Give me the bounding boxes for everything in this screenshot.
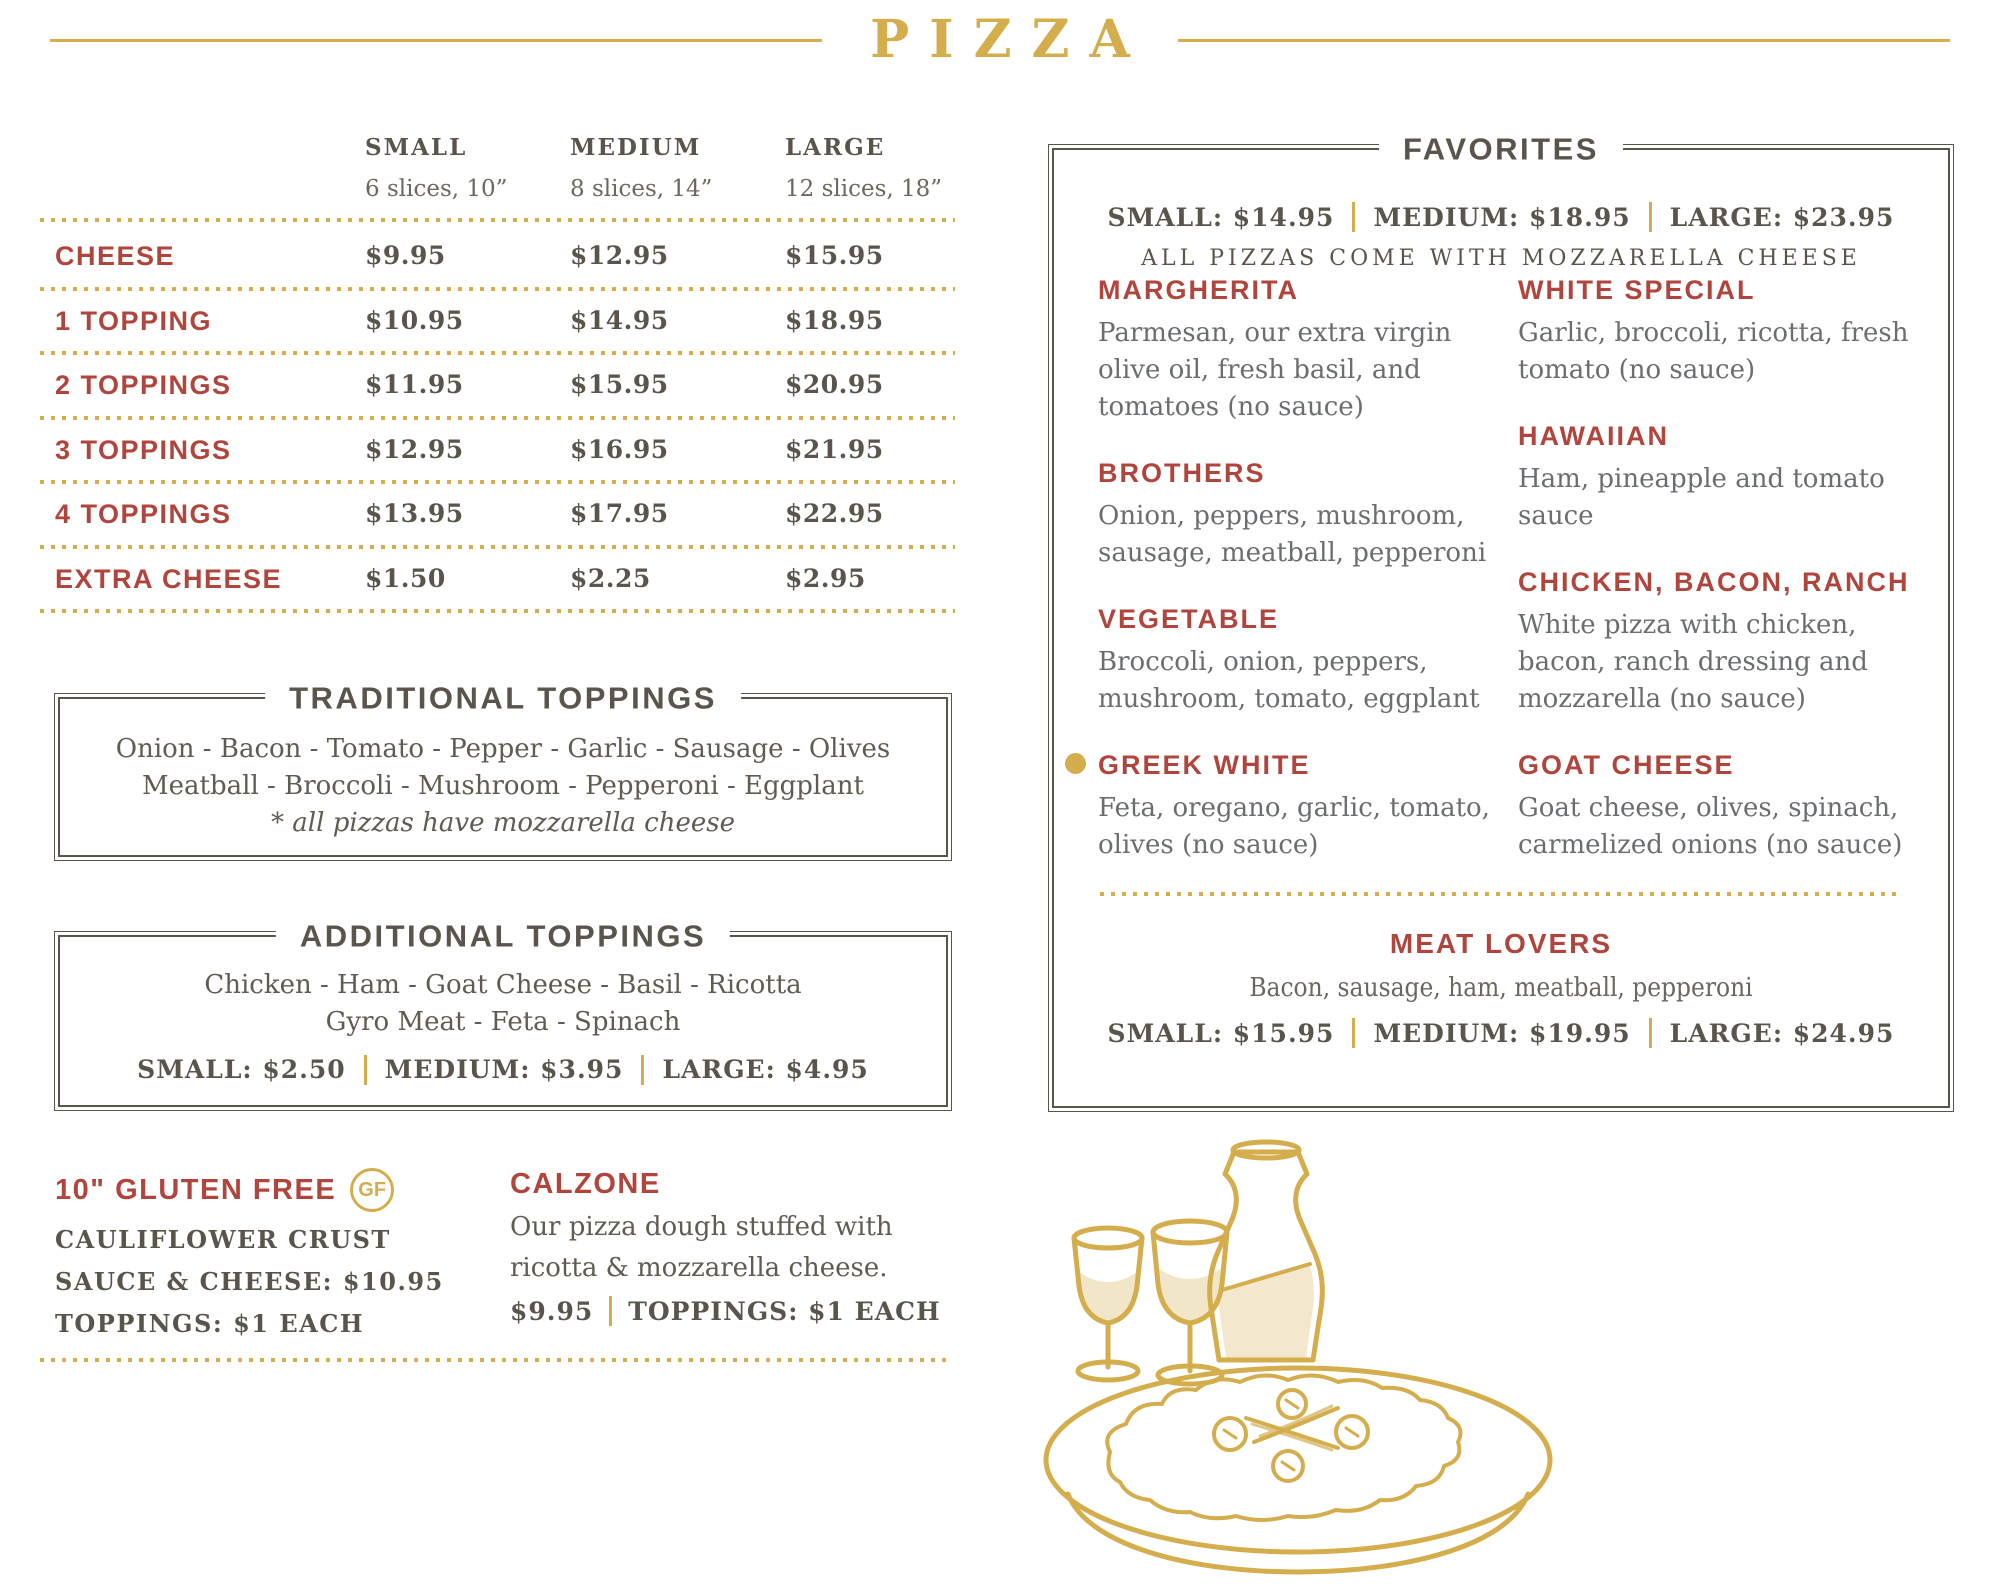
additional-toppings-body <box>60 937 946 1088</box>
price-cell: $18.95 <box>785 305 884 335</box>
column-header-small: SMALL <box>365 134 468 161</box>
item-name: VEGETABLE <box>1098 604 1280 634</box>
calzone-section <box>510 1168 960 1326</box>
additional-toppings-prices <box>60 1051 946 1088</box>
table-row <box>40 549 955 614</box>
item-description: Goat cheese, olives, spinach, carmelized onions (no sauce) <box>1518 793 1903 860</box>
toppings-line: Chicken - Ham - Goat Cheese - Basil - Ricotta <box>204 970 802 1000</box>
item-description: Onion, peppers, mushroom, sausage, meatball, pepperoni <box>1098 501 1487 568</box>
meat-lovers-prices <box>1054 1018 1948 1048</box>
divider-bar <box>609 1296 612 1326</box>
menu-item <box>1518 275 1922 389</box>
column-header-medium: MEDIUM <box>570 134 702 161</box>
calzone-price: $9.95 <box>510 1296 594 1326</box>
row-label: EXTRA CHEESE <box>55 563 283 594</box>
size-price: LARGE: $24.95 <box>1669 1018 1895 1048</box>
calzone-description-line: ricotta & mozzarella cheese. <box>510 1253 888 1283</box>
menu-item <box>1518 750 1922 864</box>
calzone-toppings-price: TOPPINGS: $1 EACH <box>628 1296 941 1326</box>
menu-item <box>1518 421 1922 535</box>
row-label: 4 TOPPINGS <box>55 499 232 529</box>
item-name: GOAT CHEESE <box>1518 750 1735 780</box>
size-price: MEDIUM: $19.95 <box>1373 1018 1631 1048</box>
table-row <box>40 226 955 291</box>
menu-item <box>1098 750 1514 864</box>
row-label: CHEESE <box>55 241 176 271</box>
gluten-free-line: CAULIFLOWER CRUST <box>55 1225 391 1254</box>
item-name: GREEK WHITE <box>1098 750 1311 780</box>
gluten-free-section <box>55 1168 485 1338</box>
bottom-rule <box>40 1358 950 1362</box>
price-cell: $16.95 <box>570 434 669 464</box>
item-description: Broccoli, onion, peppers, mushroom, tomato, eggplant <box>1098 647 1480 714</box>
gold-dot-icon <box>1065 753 1086 774</box>
divider-bar <box>641 1055 644 1085</box>
price-table-header <box>40 128 955 218</box>
favorites-box <box>1052 131 1950 1108</box>
row-label: 3 TOPPINGS <box>55 434 232 465</box>
column-subheader-large: 12 slices, 18” <box>785 176 943 202</box>
traditional-toppings-body <box>60 699 946 842</box>
size-price: SMALL: $15.95 <box>1107 1018 1335 1048</box>
item-description: Ham, pineapple and tomato sauce <box>1518 464 1885 531</box>
price-cell: $12.95 <box>570 241 669 270</box>
size-price: MEDIUM: $18.95 <box>1373 202 1631 232</box>
additional-toppings-title: ADDITIONAL TOPPINGS <box>276 918 730 954</box>
page-header <box>50 9 1950 70</box>
menu-item <box>1518 567 1922 718</box>
table-row <box>40 420 955 485</box>
item-description: Parmesan, our extra virgin olive oil, fresh basil, and tomatoes (no sauce) <box>1098 318 1452 422</box>
header-rule-right <box>1178 39 1950 42</box>
column-subheader-medium: 8 slices, 14” <box>570 176 713 202</box>
gluten-free-title: 10" GLUTEN FREE <box>55 1173 337 1206</box>
gluten-free-heading <box>55 1168 485 1212</box>
size-price: LARGE: $4.95 <box>662 1055 869 1084</box>
price-table-rows <box>40 222 955 613</box>
table-row <box>40 484 955 549</box>
gluten-free-line: TOPPINGS: $1 EACH <box>55 1309 365 1338</box>
additional-toppings-box <box>58 918 948 1107</box>
item-description: Feta, oregano, garlic, tomato, olives (no sauce) <box>1098 793 1490 860</box>
toppings-line: Gyro Meat - Feta - Spinach <box>325 1007 681 1037</box>
price-cell: $11.95 <box>365 370 464 399</box>
item-description: Bacon, sausage, ham, meatball, pepperoni <box>1249 973 1753 1003</box>
calzone-title: CALZONE <box>510 1168 661 1200</box>
price-cell: $2.25 <box>570 563 651 593</box>
price-cell: $10.95 <box>365 305 464 335</box>
header-rule-left <box>50 39 822 42</box>
divider-bar <box>364 1055 367 1085</box>
price-cell: $15.95 <box>785 241 884 270</box>
price-cell: $2.95 <box>785 563 866 593</box>
meat-lovers-section <box>1054 928 1948 1048</box>
divider-bar <box>1649 202 1652 232</box>
item-name: HAWAIIAN <box>1518 421 1669 451</box>
item-name: MEAT LOVERS <box>1389 928 1613 959</box>
favorites-note: ALL PIZZAS COME WITH MOZZARELLA CHEESE <box>1141 246 1861 271</box>
item-name: MARGHERITA <box>1098 275 1299 305</box>
divider-bar <box>1352 1018 1355 1048</box>
mozzarella-note: * all pizzas have mozzarella cheese <box>271 808 735 838</box>
price-table <box>40 128 955 613</box>
price-cell: $21.95 <box>785 434 884 464</box>
toppings-line: Onion - Bacon - Tomato - Pepper - Garlic - Sausage - Olives <box>115 734 891 764</box>
size-price: SMALL: $2.50 <box>137 1055 346 1084</box>
price-cell: $1.50 <box>365 563 446 593</box>
pizza-and-wine-illustration <box>1030 1122 1575 1589</box>
divider-bar <box>1649 1018 1652 1048</box>
calzone-price-line <box>510 1296 960 1326</box>
gluten-free-line: SAUCE & CHEESE: $10.95 <box>55 1267 444 1296</box>
price-cell: $13.95 <box>365 499 464 528</box>
price-cell: $12.95 <box>365 434 464 464</box>
size-price: SMALL: $14.95 <box>1107 202 1335 232</box>
table-row <box>40 355 955 420</box>
favorites-title: FAVORITES <box>1379 131 1623 167</box>
price-cell: $20.95 <box>785 370 884 399</box>
price-cell: $9.95 <box>365 241 446 270</box>
price-cell: $14.95 <box>570 305 669 335</box>
row-label: 2 TOPPINGS <box>55 370 232 400</box>
menu-item <box>1098 275 1514 426</box>
favorites-left-column <box>1098 275 1514 896</box>
favorites-right-column <box>1518 275 1922 896</box>
traditional-toppings-title: TRADITIONAL TOPPINGS <box>265 680 741 716</box>
price-cell: $15.95 <box>570 370 669 399</box>
favorites-prices <box>1054 202 1948 232</box>
divider-bar <box>1352 202 1355 232</box>
menu-item <box>1098 604 1514 718</box>
price-cell: $22.95 <box>785 499 884 528</box>
page-title: PIZZA <box>870 9 1150 70</box>
size-price: LARGE: $23.95 <box>1669 202 1895 232</box>
item-description: White pizza with chicken, bacon, ranch dressing and mozzarella (no sauce) <box>1518 610 1868 714</box>
price-cell: $17.95 <box>570 499 669 528</box>
favorites-divider-rule <box>1100 892 1902 896</box>
menu-item <box>1098 458 1514 572</box>
column-header-large: LARGE <box>785 134 886 161</box>
item-name: CHICKEN, BACON, RANCH <box>1518 567 1910 597</box>
item-name: WHITE SPECIAL <box>1518 275 1756 305</box>
traditional-toppings-box <box>58 680 948 857</box>
item-name: BROTHERS <box>1098 458 1266 488</box>
gluten-free-icon: GF <box>350 1168 394 1212</box>
table-row <box>40 291 955 356</box>
row-label: 1 TOPPING <box>55 305 213 336</box>
column-subheader-small: 6 slices, 10” <box>365 176 508 202</box>
size-price: MEDIUM: $3.95 <box>384 1055 624 1084</box>
calzone-description-line: Our pizza dough stuffed with <box>510 1212 893 1242</box>
toppings-line: Meatball - Broccoli - Mushroom - Pepperoni - Eggplant <box>142 771 864 801</box>
item-description: Garlic, broccoli, ricotta, fresh tomato (no sauce) <box>1518 318 1909 385</box>
